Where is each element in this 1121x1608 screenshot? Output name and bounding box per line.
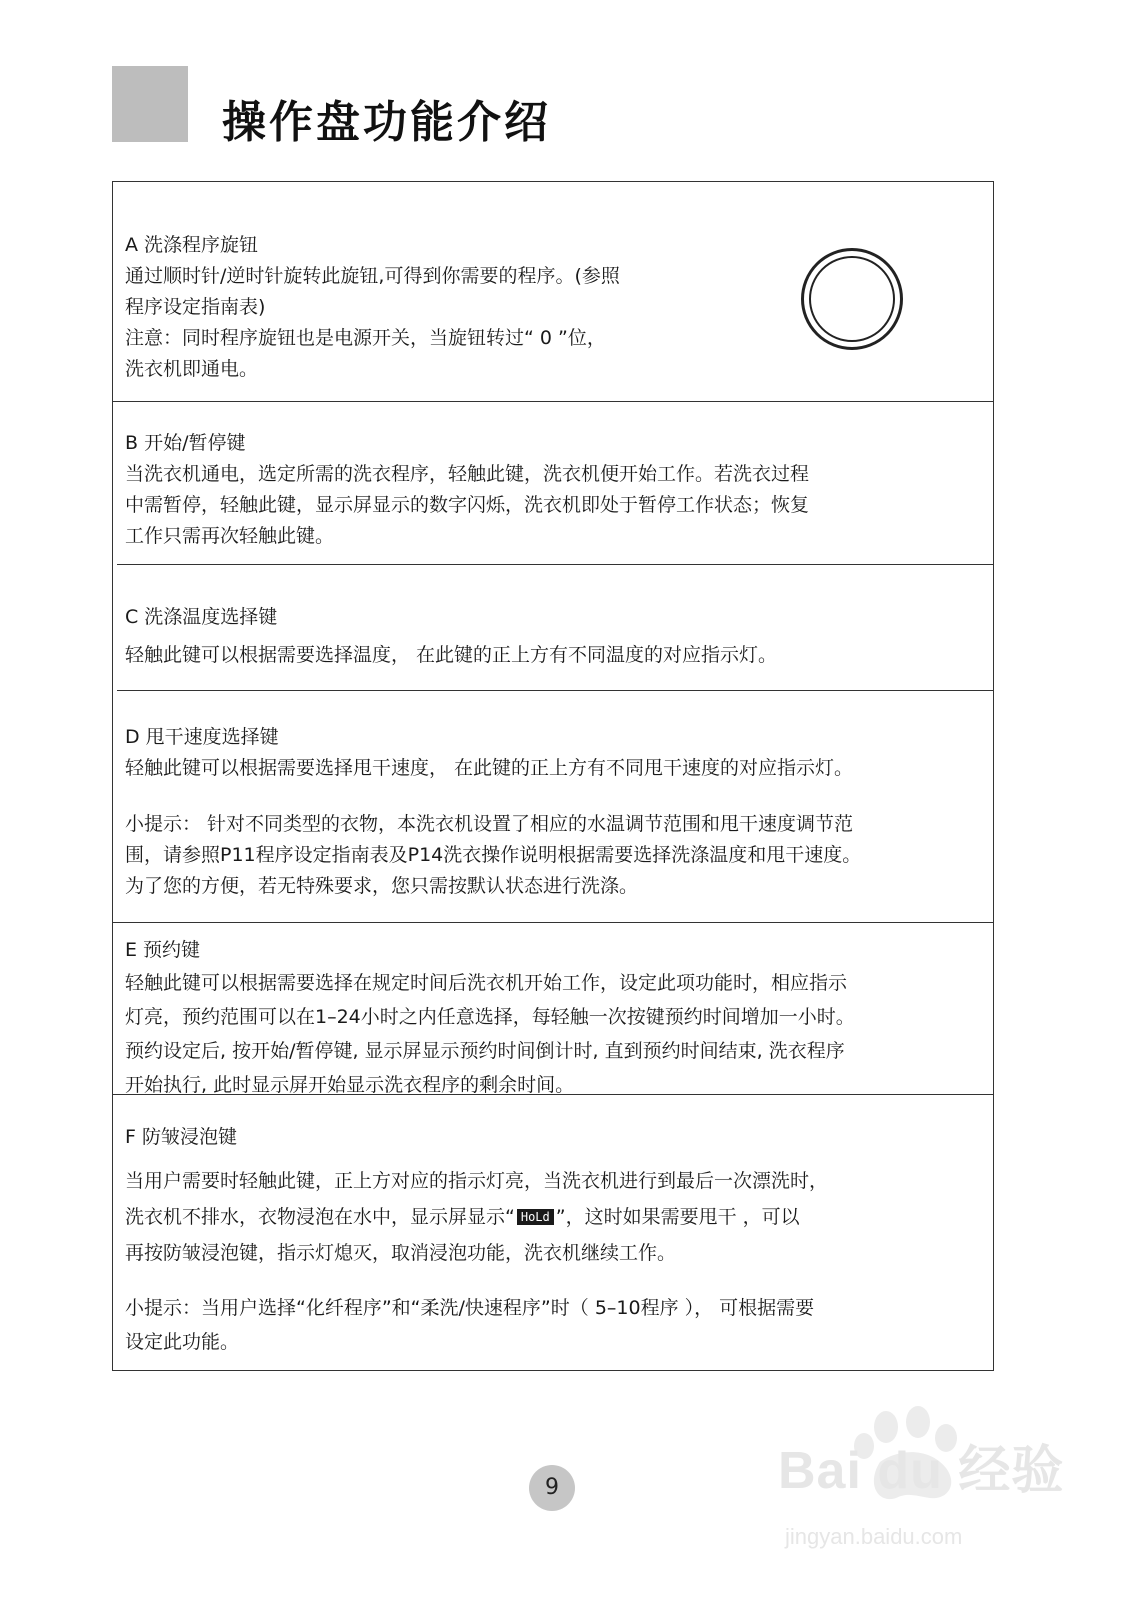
section-b-line: 工作只需再次轻触此键。 (125, 525, 335, 547)
section-f-line (125, 1199, 993, 1235)
section-d-tip-line: 围，请参照P11程序设定指南表及P14洗衣操作说明根据需要选择洗涤温度和甩干速度。 (125, 844, 862, 866)
section-d-heading: D 甩干速度选择键 (125, 726, 279, 748)
section-b-heading: B 开始/暂停键 (125, 432, 246, 454)
section-divider (117, 690, 993, 691)
section-c-line: 轻触此键可以根据需要选择温度， 在此键的正上方有不同温度的对应指示灯。 (125, 644, 778, 666)
section-f-line: 再按防皱浸泡键，指示灯熄灭，取消浸泡功能，洗衣机继续工作。 (125, 1242, 677, 1264)
page-number: 9 (529, 1465, 575, 1511)
section-b-start-pause (113, 428, 993, 552)
section-e-line: 预约设定后, 按开始/暂停键, 显示屏显示预约时间倒计时, 直到预约时间结束, 洗衣程序 (125, 1040, 845, 1062)
section-f-tip-line: 小提示：当用户选择“化纤程序”和“柔洗/快速程序”时（ 5–10程序 ）， 可根据需要 (125, 1297, 815, 1319)
section-divider (113, 401, 993, 402)
baidu-watermark-brand: Bai du 经验 (778, 1442, 1065, 1500)
section-d-tip-line: 小提示： 针对不同类型的衣物，本洗衣机设置了相应的水温调节范围和甩干速度调节范 (125, 813, 854, 835)
section-a-line: 程序设定指南表) (125, 296, 266, 318)
section-e-line: 灯亮，预约范围可以在1–24小时之内任意选择，每轻触一次按键预约时间增加一小时。 (125, 1006, 855, 1028)
section-e-line: 开始执行, 此时显示屏开始显示洗衣程序的剩余时间。 (125, 1074, 575, 1096)
section-e-delay (113, 935, 993, 1102)
section-divider (117, 564, 993, 565)
section-divider (113, 922, 993, 923)
page-title: 操作盘功能介绍 (222, 97, 551, 148)
section-f-anti-wrinkle-soak (113, 1122, 993, 1359)
section-divider (113, 1094, 993, 1095)
section-a-line: 注意：同时程序旋钮也是电源开关，当旋钮转过“ 0 ”位， (125, 327, 606, 349)
function-panel-table (112, 181, 994, 1371)
section-d-tip-line: 为了您的方便，若无特殊要求，您只需按默认状态进行洗涤。 (125, 875, 639, 897)
hold-display-icon: HoLd (517, 1209, 554, 1225)
section-c-temperature (113, 602, 993, 671)
section-b-line: 中需暂停，轻触此键，显示屏显示的数字闪烁，洗衣机即处于暂停工作状态；恢复 (125, 494, 810, 516)
section-f-heading: F 防皱浸泡键 (125, 1126, 237, 1148)
section-a-line: 通过顺时针/逆时针旋转此旋钮,可得到你需要的程序。(参照 (125, 265, 620, 287)
title-marker-block (112, 66, 188, 142)
section-a-line: 洗衣机即通电。 (125, 358, 259, 380)
program-knob-icon (801, 248, 903, 350)
section-e-line: 轻触此键可以根据需要选择在规定时间后洗衣机开始工作，设定此项功能时，相应指示 (125, 972, 848, 994)
section-f-line2-before: 洗衣机不排水，衣物浸泡在水中，显示屏显示“ (125, 1206, 515, 1228)
section-f-line: 当用户需要时轻触此键，正上方对应的指示灯亮，当洗衣机进行到最后一次漂洗时， (125, 1170, 829, 1192)
section-d-spin-speed (113, 722, 993, 902)
section-d-line: 轻触此键可以根据需要选择甩干速度， 在此键的正上方有不同甩干速度的对应指示灯。 (125, 757, 854, 779)
section-b-line: 当洗衣机通电，选定所需的洗衣程序，轻触此键，洗衣机便开始工作。若洗衣过程 (125, 463, 810, 485)
section-f-tip-line: 设定此功能。 (125, 1331, 240, 1353)
section-c-heading: C 洗涤温度选择键 (125, 606, 278, 628)
section-a-heading: A 洗涤程序旋钮 (125, 234, 259, 256)
baidu-watermark-url: jingyan.baidu.com (785, 1524, 963, 1549)
section-f-line2-after: ”，这时如果需要甩干 ，可以 (555, 1206, 800, 1228)
section-e-heading: E 预约键 (125, 939, 201, 961)
